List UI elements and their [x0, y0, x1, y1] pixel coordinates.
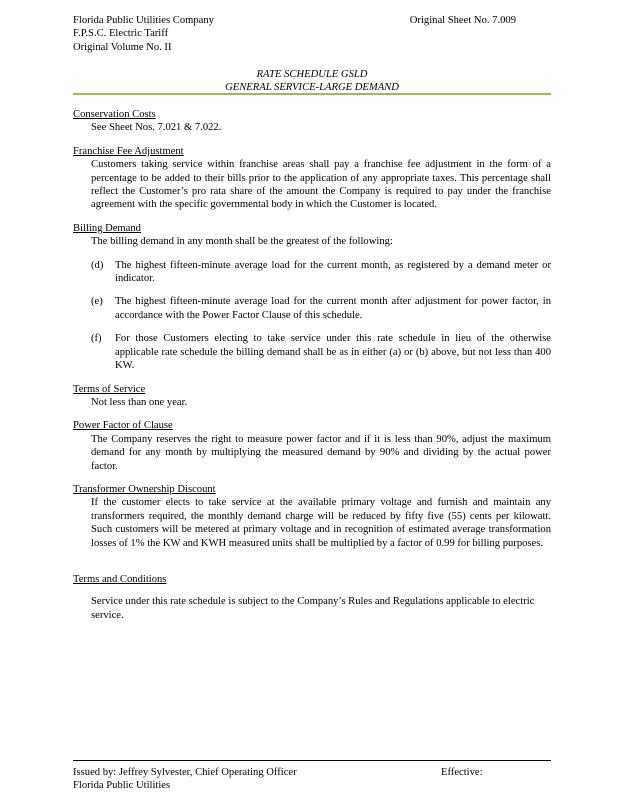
list-text: The highest fifteen-minute average load for the current month after adjustment for power factor, in accordance with the Power Factor Clause of this schedule. — [115, 296, 551, 321]
tariff-name: F.P.S.C. Electric Tariff — [73, 28, 169, 40]
schedule-title — [73, 68, 551, 95]
section-body: See Sheet Nos. 7.021 & 7.022. — [91, 122, 222, 134]
footer-divider — [73, 760, 551, 761]
section-body: Service under this rate schedule is subject to the Company’s Rules and Regulations applicable to electric service. — [91, 596, 535, 621]
header-left — [73, 14, 214, 54]
list-item — [73, 332, 551, 372]
section-title: Conservation Costs — [73, 109, 156, 120]
section-body: Customers taking service within franchise areas shall pay a franchise fee adjustment in the form of a percentage to be added to their bills prior to the application of any appropriate taxes. This percentage shall reflect the Customer’s pro rata share of the amount the Company is required to pay under the franchise agreement with the specific governmental body in which the Customer is located. — [91, 159, 551, 211]
list-text: For those Customers electing to take service under this rate schedule in lieu of the otherwise applicable rate schedule the billing demand shall be as in either (a) or (b) above, but not less than 400 KW. — [115, 333, 551, 372]
section-body: Not less than one year. — [91, 396, 188, 408]
effective-label: Effective: — [441, 767, 483, 778]
section-conservation-costs — [73, 108, 551, 135]
list-item — [73, 259, 551, 286]
footer-company: Florida Public Utilities — [73, 780, 171, 792]
section-terms-and-conditions — [73, 573, 551, 622]
schedule-title-line2: GENERAL SERVICE-LARGE DEMAND — [225, 82, 399, 94]
issued-by: Issued by: Jeffrey Sylvester, Chief Operating Officer — [73, 767, 297, 778]
section-franchise-fee — [73, 145, 551, 212]
section-body: If the customer elects to take service at the available primary voltage and furnish and maintain any transformers required, the monthly demand charge will be reduced by fifty five (55) cents per kilowatt. Such customers will be metered at primary voltage and in recognition of estimated average transformation losses of 1% the KW and KWH measured units shall be multiplied by a factor of 0.99 for billing purposes. — [91, 497, 551, 549]
section-body: The Company reserves the right to measure power factor and if it is less than 90%, adjust the maximum demand for any month by multiplying the measured demand by 90% and dividing by the actual power factor. — [91, 433, 551, 472]
list-letter: (e) — [91, 296, 103, 308]
company-name: Florida Public Utilities Company — [73, 15, 214, 26]
schedule-title-line1: RATE SCHEDULE GSLD — [256, 69, 368, 80]
footer — [73, 766, 551, 793]
section-power-factor — [73, 419, 551, 473]
section-intro: The billing demand in any month shall be the greatest of the following: — [91, 236, 393, 248]
section-title: Franchise Fee Adjustment — [73, 145, 184, 157]
section-title: Terms and Conditions — [73, 573, 167, 585]
list-text: The highest fifteen-minute average load for the current month, as registered by a demand meter or indicator. — [115, 259, 551, 285]
document-body — [73, 108, 551, 632]
section-title: Power Factor of Clause — [73, 420, 173, 432]
section-title: Terms of Service — [73, 383, 146, 395]
section-title: Billing Demand — [73, 222, 141, 234]
sheet-number: Original Sheet No. 7.009 — [409, 15, 516, 26]
list-letter: (f) — [91, 333, 102, 345]
volume-name: Original Volume No. II — [73, 41, 172, 53]
section-transformer-discount — [73, 483, 551, 550]
list-letter: (d) — [91, 259, 104, 271]
list-item — [73, 295, 551, 322]
section-title: Transformer Ownership Discount — [73, 483, 216, 495]
title-divider — [73, 93, 551, 95]
section-billing-demand — [73, 222, 551, 373]
section-terms-of-service — [73, 383, 551, 410]
